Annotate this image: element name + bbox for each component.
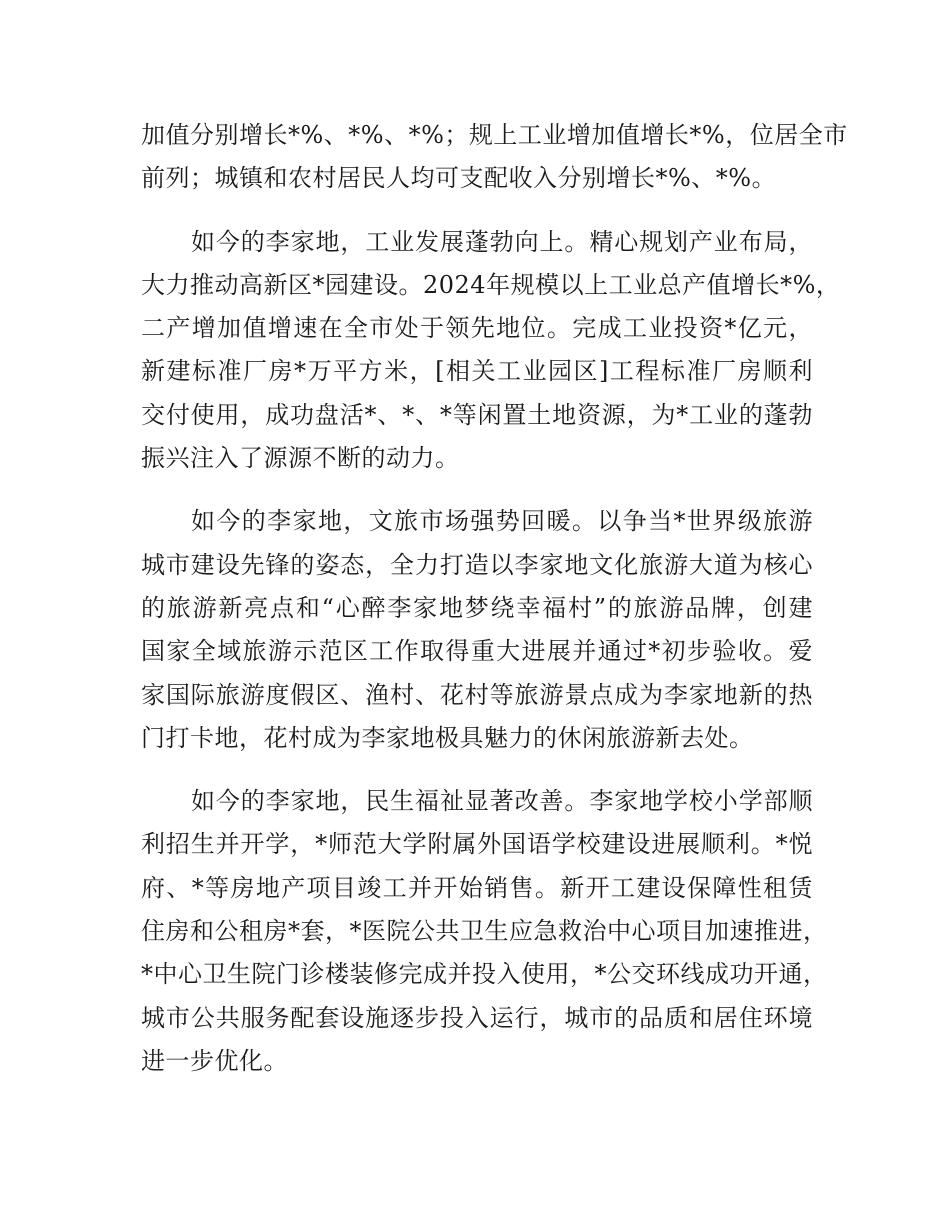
text-line: 如今的李家地，文旅市场强势回暖。以争当*世界级旅游 xyxy=(191,507,813,536)
text-line: 二产增加值增速在全市处于领先地位。完成工业投资*亿元， xyxy=(141,314,813,343)
text-line: 交付使用，成功盘活*、*、*等闲置土地资源，为*工业的蓬勃 xyxy=(141,400,813,429)
text-line: 国家全域旅游示范区工作取得重大进展并通过*初步验收。爱 xyxy=(141,637,813,666)
text-line: 的旅游新亮点和“心醉李家地梦绕幸福村”的旅游品牌，创建 xyxy=(141,593,813,622)
text-line: 家国际旅游度假区、渔村、花村等旅游景点成为李家地新的热 xyxy=(141,680,813,709)
text-line: 如今的李家地，民生福祉显著改善。李家地学校小学部顺 xyxy=(191,787,813,816)
text-line: 门打卡地，花村成为李家地极具魅力的休闲旅游新去处。 xyxy=(141,723,754,752)
text-line: *中心卫生院门诊楼装修完成并投入使用，*公交环线成功开通， xyxy=(141,960,828,989)
text-line: 振兴注入了源源不断的动力。 xyxy=(141,444,460,473)
text-line: 新建标准厂房*万平方米，[相关工业园区]工程标准厂房顺利 xyxy=(141,357,813,386)
text-line: 府、*等房地产项目竣工并开始销售。新开工建设保障性租赁 xyxy=(141,873,813,902)
paragraph-livelihood xyxy=(141,780,828,1083)
text-line: 前列；城镇和农村居民人均可支配收入分别增长*%、*%。 xyxy=(141,164,777,193)
document-body xyxy=(141,114,848,1103)
text-line: 住房和公租房*套，*医院公共卫生应急救治中心项目加速推进， xyxy=(141,917,828,946)
text-line: 利招生并开学，*师范大学附属外国语学校建设进展顺利。*悦 xyxy=(141,830,813,859)
text-line: 进一步优化。 xyxy=(141,1046,288,1075)
text-line: 加值分别增长*%、*%、*%；规上工业增加值增长*%，位居全市 xyxy=(141,121,848,149)
paragraph-industry xyxy=(141,221,841,481)
paragraph-economic-growth xyxy=(141,114,848,201)
text-line: 如今的李家地，工业发展蓬勃向上。精心规划产业布局， xyxy=(191,227,813,256)
paragraph-tourism xyxy=(141,500,813,760)
text-line: 城市公共服务配套设施逐步投入运行，城市的品质和居住环境 xyxy=(141,1003,813,1032)
text-line: 大力推动高新区*园建设。2024年规模以上工业总产值增长*%， xyxy=(141,270,841,299)
text-line: 城市建设先锋的姿态，全力打造以李家地文化旅游大道为核心 xyxy=(141,550,813,579)
